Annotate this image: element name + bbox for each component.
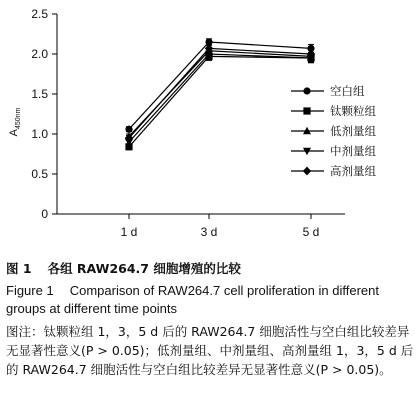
series-line [129,54,311,142]
legend-label: 中剂量组 [330,144,376,158]
series-5 [125,44,315,142]
legend-item-5 [291,164,376,178]
legend-marker [303,87,310,94]
legend-label: 低剂量组 [330,124,376,138]
legend-item-3 [291,124,376,138]
series-4 [125,51,315,146]
x-tick-label: 5 d [302,225,320,239]
caption-title-en: Comparison of RAW264.7 cell proliferation in different groups at different time points [6,283,379,316]
caption-title-zh: 各组 RAW264.7 细胞增殖的比较 [47,261,241,276]
series-line [129,51,311,137]
figure-notes: 图注：钛颗粒组 1，3，5 d 后的 RAW264.7 细胞活性与空白组比较差异无显著性意义(P > 0.05)；低剂量组、中剂量组、高剂量组 1，3，5 d 后的 RAW264.7 细胞活性与空白组比较差异无显著性意义(P > 0.05)。 [6,324,414,377]
figure-caption-chinese [6,259,414,278]
legend-item-4 [291,144,376,158]
legend-label: 钛颗粒组 [330,104,376,118]
legend-label: 空白组 [330,84,365,98]
legend-label: 高剂量组 [330,164,376,178]
y-tick-label: 2.5 [31,7,48,21]
y-tick-label: 1.0 [31,127,48,141]
y-tick-label: 0.5 [31,167,48,181]
caption-figure-number-zh: 图 1 [6,261,32,276]
figure-caption-english [6,282,414,318]
series-line [129,56,311,146]
y-tick-label: 1.5 [31,87,48,101]
series-line [129,48,311,138]
caption-figure-number-en: Figure 1 [6,283,54,298]
legend-item-2 [291,104,376,118]
data-point [125,126,132,133]
legend-item-1 [291,84,365,98]
x-tick-label: 1 d [120,225,138,239]
x-tick-label: 3 d [200,225,218,239]
y-axis-label: $A_{450nm}$ [8,107,22,137]
series-3 [125,47,315,140]
y-tick-label: 2.0 [31,47,48,61]
y-tick-label: 0 [41,207,48,221]
legend-marker [303,107,310,114]
legend-marker [303,167,311,176]
